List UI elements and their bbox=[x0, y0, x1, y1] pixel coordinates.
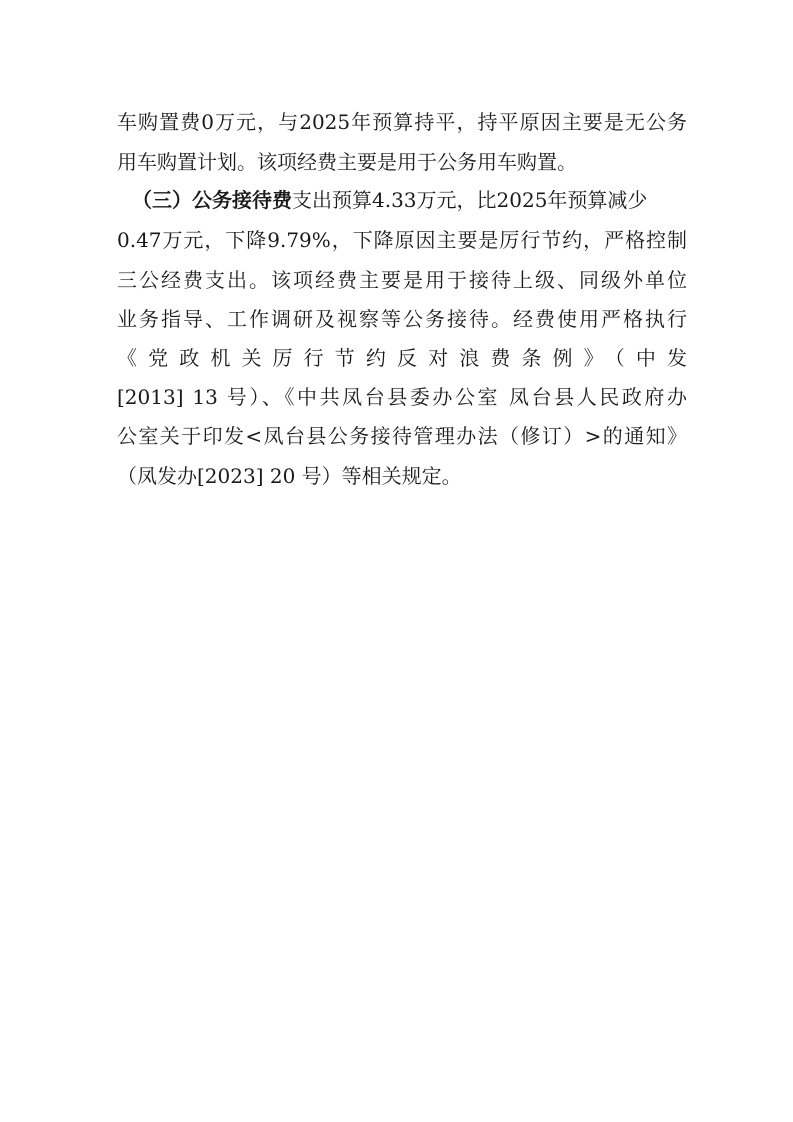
paragraph-line-4: 0.47万元，下降9.79%，下降原因主要是厉行节约，严格控制 bbox=[117, 228, 687, 252]
paragraph-line-10: （凤发办[2023] 20 号）等相关规定。 bbox=[117, 464, 462, 488]
paragraph-line-8: [2013] 13 号）、《中共凤台县委办公室 凤台县人民政府办 bbox=[117, 385, 687, 409]
paragraph-heading-line bbox=[132, 182, 687, 218]
paragraph-line-7: 《党政机关厉行节约反对浪费条例》（中发 bbox=[117, 346, 687, 370]
paragraph-line-1: 车购置费0万元，与2025年预算持平，持平原因主要是无公务 bbox=[117, 110, 687, 134]
paragraph-line-3-rest: 支出预算4.33万元，比2025年预算减少 bbox=[292, 188, 648, 212]
paragraph-line-9: 公室关于印发<凤台县公务接待管理办法（修订）>的通知》 bbox=[117, 424, 687, 448]
paragraph-line-6: 业务指导、工作调研及视察等公务接待。经费使用严格执行 bbox=[117, 307, 687, 331]
section-heading-official-reception: （三）公务接待费 bbox=[132, 188, 292, 212]
paragraph-line-2: 用车购置计划。该项经费主要是用于公务用车购置。 bbox=[117, 150, 577, 174]
paragraph-line-5: 三公经费支出。该项经费主要是用于接待上级、同级外单位 bbox=[117, 268, 687, 292]
